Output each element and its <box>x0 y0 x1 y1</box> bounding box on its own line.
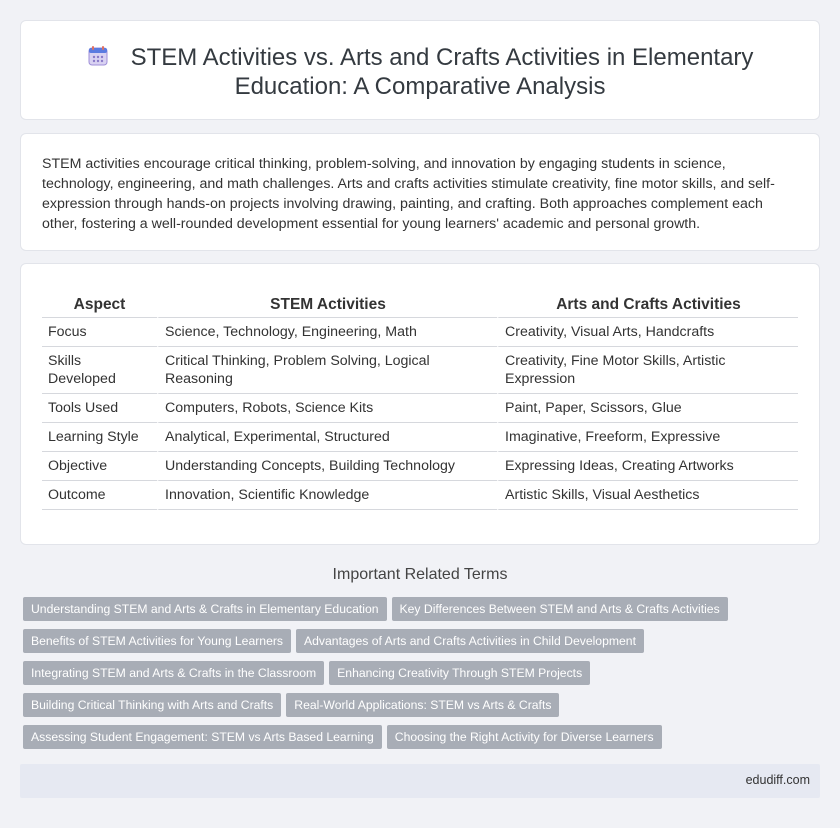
cell-stem: Computers, Robots, Science Kits <box>157 394 497 423</box>
cell-aspect: Tools Used <box>42 394 157 423</box>
related-term-tag[interactable]: Benefits of STEM Activities for Young Learners <box>23 629 291 653</box>
related-term-tag[interactable]: Choosing the Right Activity for Diverse Learners <box>387 725 662 749</box>
cell-arts: Imaginative, Freeform, Expressive <box>497 423 798 452</box>
related-term-tag[interactable]: Key Differences Between STEM and Arts & Crafts Activities <box>392 597 728 621</box>
cell-aspect: Learning Style <box>42 423 157 452</box>
table-row <box>42 423 798 452</box>
cell-arts: Artistic Skills, Visual Aesthetics <box>497 481 798 510</box>
cell-stem: Analytical, Experimental, Structured <box>157 423 497 452</box>
cell-aspect: Skills Developed <box>42 347 157 394</box>
cell-stem: Critical Thinking, Problem Solving, Logical Reasoning <box>157 347 497 394</box>
cell-arts: Creativity, Visual Arts, Handcrafts <box>497 318 798 347</box>
related-term-tag[interactable]: Building Critical Thinking with Arts and Crafts <box>23 693 281 717</box>
related-terms-title: Important Related Terms <box>332 566 508 583</box>
cell-aspect: Objective <box>42 452 157 481</box>
cell-aspect: Focus <box>42 318 157 347</box>
related-term-tag[interactable]: Understanding STEM and Arts & Crafts in Elementary Education <box>23 597 387 621</box>
header-stem: STEM Activities <box>157 294 497 318</box>
page-title <box>21 43 819 101</box>
header-arts: Arts and Crafts Activities <box>497 294 798 318</box>
table-row <box>42 347 798 394</box>
cell-arts: Creativity, Fine Motor Skills, Artistic Expression <box>497 347 798 394</box>
calendar-icon <box>87 45 109 67</box>
cell-stem: Innovation, Scientific Knowledge <box>157 481 497 510</box>
related-term-tag[interactable]: Advantages of Arts and Crafts Activities in Child Development <box>296 629 644 653</box>
cell-stem: Understanding Concepts, Building Technology <box>157 452 497 481</box>
page-title-text: STEM Activities vs. Arts and Crafts Activities in Elementary Education: A Comparative Analysis <box>130 44 754 100</box>
table-header-row <box>42 294 798 318</box>
table-row <box>42 481 798 510</box>
title-card <box>20 20 820 120</box>
cell-arts: Paint, Paper, Scissors, Glue <box>497 394 798 423</box>
footer <box>20 764 820 798</box>
related-term-tag[interactable]: Enhancing Creativity Through STEM Projects <box>329 661 590 685</box>
related-term-tag[interactable]: Real-World Applications: STEM vs Arts & Crafts <box>286 693 559 717</box>
table-row <box>42 394 798 423</box>
comparison-table <box>42 294 798 510</box>
table-row <box>42 452 798 481</box>
intro-paragraph: STEM activities encourage critical thinking, problem-solving, and innovation by engaging students in science, technology, engineering, and math challenges. Arts and crafts activities stimulate creativity, fine motor skills, and self-expression through hands-on projects involving drawing, painting, and crafting. Both approaches complement each other, fostering a well-rounded development essential for young learners' academic and personal growth. <box>42 156 775 232</box>
related-term-tag[interactable]: Assessing Student Engagement: STEM vs Arts Based Learning <box>23 725 382 749</box>
related-term-tag[interactable]: Integrating STEM and Arts & Crafts in the Classroom <box>23 661 324 685</box>
intro-card <box>20 133 820 251</box>
footer-site-link[interactable]: edudiff.com <box>745 773 810 787</box>
cell-stem: Science, Technology, Engineering, Math <box>157 318 497 347</box>
related-terms-list <box>23 597 823 757</box>
cell-aspect: Outcome <box>42 481 157 510</box>
table-row <box>42 318 798 347</box>
cell-arts: Expressing Ideas, Creating Artworks <box>497 452 798 481</box>
header-aspect: Aspect <box>42 294 157 318</box>
comparison-card <box>20 263 820 545</box>
